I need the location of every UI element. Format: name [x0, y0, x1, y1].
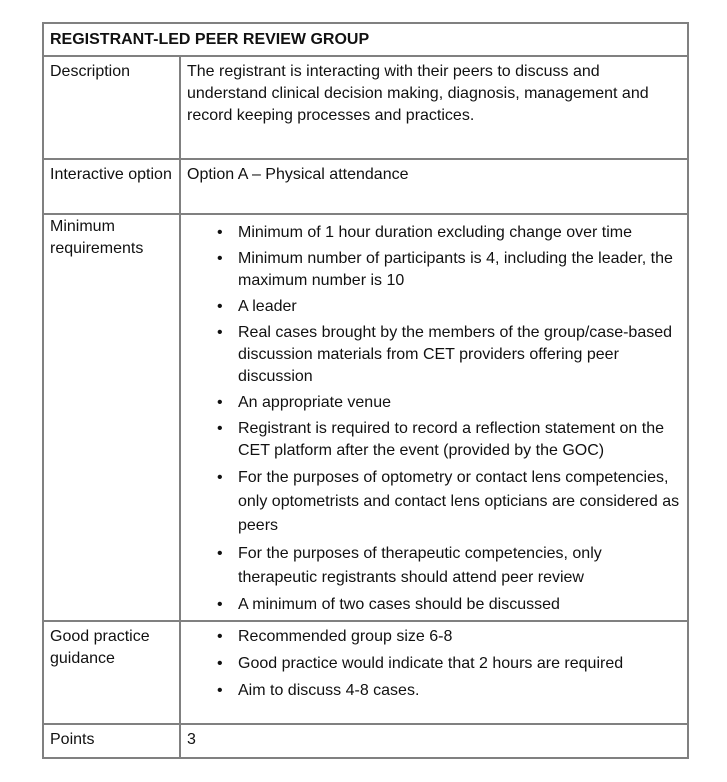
list-item-text: For the purposes of optometry or contact lens competencies, only optometrists and contact lens opticians are considered as peers: [238, 469, 680, 534]
description-row: [43, 56, 688, 159]
table-title: REGISTRANT-LED PEER REVIEW GROUP: [43, 23, 688, 56]
bullet-icon: •: [217, 298, 223, 315]
bullet-icon: •: [217, 682, 223, 699]
good-practice-row: [43, 621, 688, 724]
list-item-text: Minimum number of participants is 4, including the leader, the maximum number is 10: [238, 250, 673, 289]
points-label: Points: [43, 724, 180, 758]
description-text: The registrant is interacting with their peers to discuss and understand clinical decision making, diagnosis, management and record keeping processes and practices.: [180, 56, 688, 159]
title-row: [43, 23, 688, 56]
bullet-icon: •: [217, 469, 223, 486]
bullet-icon: •: [217, 224, 223, 241]
list-item: [187, 296, 681, 318]
list-item: [187, 392, 681, 414]
bullet-icon: •: [217, 545, 223, 562]
list-item: [187, 466, 681, 538]
interactive-option-label: Interactive option: [43, 159, 180, 214]
interactive-option-row: [43, 159, 688, 214]
list-item: [187, 653, 681, 675]
bullet-icon: •: [217, 596, 223, 613]
bullet-icon: •: [217, 420, 223, 437]
list-item-text: Recommended group size 6-8: [238, 628, 453, 645]
good-practice-label: Good practice guidance: [43, 621, 180, 724]
list-item: [187, 418, 681, 462]
list-item-text: Real cases brought by the members of the group/case-based discussion materials from CET providers offering peer discussion: [238, 324, 673, 385]
interactive-option-text: Option A – Physical attendance: [180, 159, 688, 214]
list-item-text: Minimum of 1 hour duration excluding change over time: [238, 224, 632, 241]
list-item: [187, 222, 681, 244]
bullet-icon: •: [217, 324, 223, 341]
list-item-text: An appropriate venue: [238, 394, 391, 411]
minimum-requirements-list: [187, 219, 681, 616]
good-practice-cell: [180, 621, 688, 724]
bullet-icon: •: [217, 628, 223, 645]
minimum-requirements-row: [43, 214, 688, 621]
list-item-text: Good practice would indicate that 2 hours are required: [238, 655, 624, 672]
list-item-text: Aim to discuss 4-8 cases.: [238, 682, 420, 699]
list-item: [187, 680, 681, 702]
list-item: [187, 626, 681, 648]
bullet-icon: •: [217, 655, 223, 672]
bullet-icon: •: [217, 394, 223, 411]
list-item-text: Registrant is required to record a reflection statement on the CET platform after the event (provided by the GOC): [238, 420, 664, 459]
minimum-requirements-cell: [180, 214, 688, 621]
peer-review-table: [42, 22, 689, 759]
points-value: 3: [180, 724, 688, 758]
list-item-text: A leader: [238, 298, 297, 315]
list-item: [187, 248, 681, 292]
list-item-text: A minimum of two cases should be discussed: [238, 596, 560, 613]
description-label: Description: [43, 56, 180, 159]
list-item: [187, 322, 681, 388]
bullet-icon: •: [217, 250, 223, 267]
good-practice-list: [187, 626, 681, 702]
list-item: [187, 542, 681, 590]
minimum-requirements-label: Minimum requirements: [43, 214, 180, 621]
list-item: [187, 594, 681, 616]
points-row: [43, 724, 688, 758]
list-item-text: For the purposes of therapeutic competencies, only therapeutic registrants should attend peer review: [238, 545, 602, 586]
